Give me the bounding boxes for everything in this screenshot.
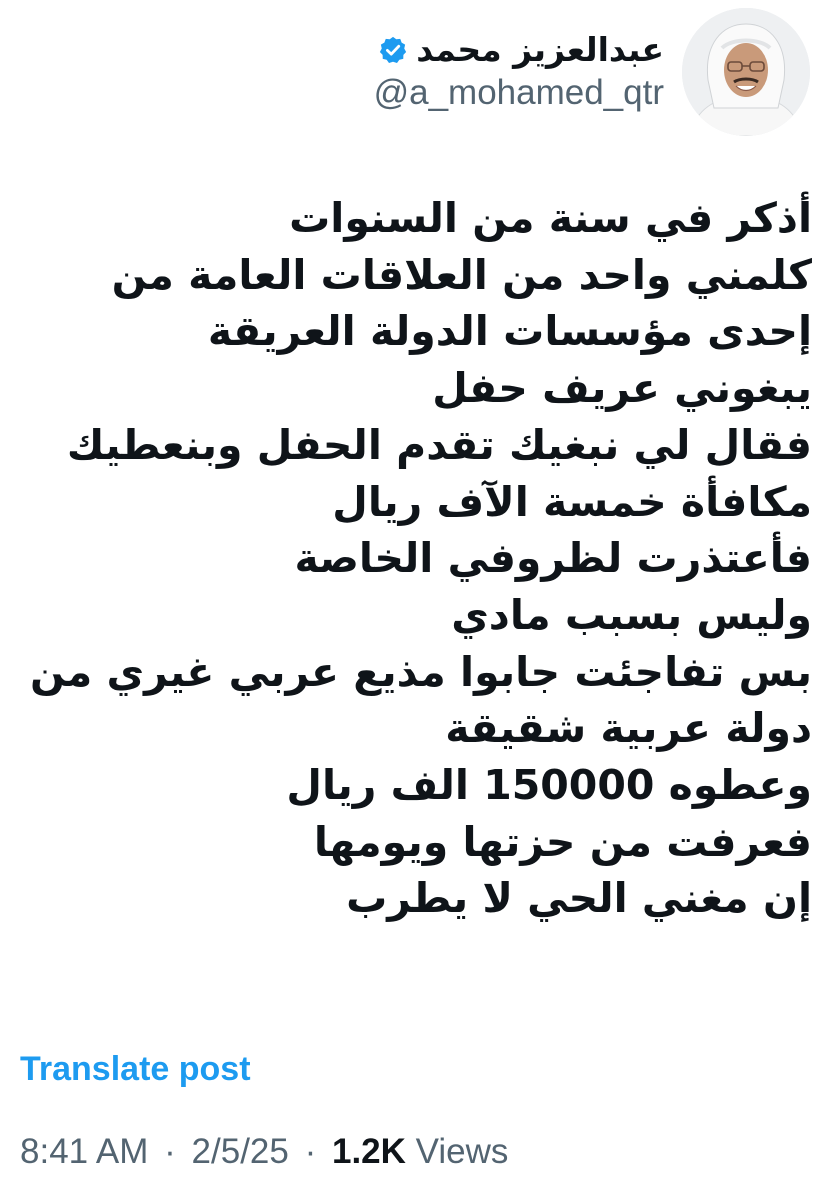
post-text-line: وليس بسبب مادي — [451, 590, 812, 639]
author-display-name[interactable]: عبدالعزيز محمد — [416, 30, 664, 70]
profile-photo-icon — [682, 8, 810, 136]
name-row — [374, 30, 664, 70]
meta-separator: · — [304, 1132, 317, 1171]
post-text — [12, 190, 812, 927]
post-text-line: فقال لي نبغيك تقدم الحفل وبنعطيك — [66, 420, 812, 469]
post-text-line: بس تفاجئت جابوا مذيع عربي غيري من — [29, 647, 812, 696]
avatar[interactable] — [682, 8, 810, 136]
post-date[interactable]: 2/5/25 — [191, 1132, 289, 1171]
meta-separator: · — [164, 1132, 176, 1171]
post-time[interactable]: 8:41 AM — [20, 1132, 149, 1171]
post-metadata — [20, 1132, 508, 1172]
post-text-line: إحدى مؤسسات الدولة العريقة — [207, 307, 812, 356]
post-text-line: فعرفت من حزتها ويومها — [313, 817, 812, 866]
views-count[interactable]: 1.2K — [331, 1132, 406, 1171]
author-identity — [374, 30, 664, 114]
translate-post-link[interactable]: Translate post — [20, 1050, 251, 1088]
post-text-line: كلمني واحد من العلاقات العامة من — [111, 250, 812, 299]
post-text-line: فأعتذرت لظروفي الخاصة — [294, 534, 812, 583]
post-text-line: إن مغني الحي لا يطرب — [346, 874, 812, 923]
post-text-line: دولة عربية شقيقة — [445, 704, 812, 753]
author-handle[interactable]: @a_mohamed_qtr — [373, 72, 664, 112]
post-text-line: يبغوني عريف حفل — [432, 364, 812, 413]
post-header — [374, 8, 810, 136]
views-label: Views — [415, 1132, 509, 1171]
post-text-line: وعطوه 150000 الف ريال — [286, 761, 812, 810]
verified-badge-icon — [378, 35, 408, 65]
post-text-line: أذكر في سنة من السنوات — [289, 194, 812, 242]
post-text-line: مكافأة خمسة الآف ريال — [332, 477, 812, 526]
